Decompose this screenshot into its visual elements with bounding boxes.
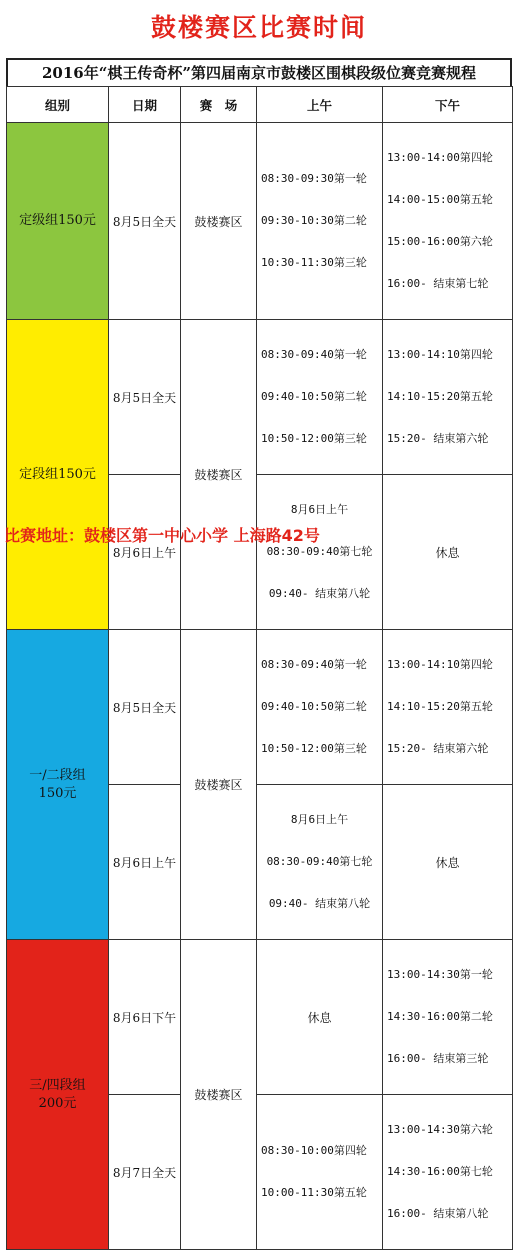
schedule-line: 13:00-14:10第四轮 xyxy=(387,348,493,361)
schedule-line: 08:30-09:30第一轮 xyxy=(261,172,367,185)
date-cell: 8月6日上午 xyxy=(109,475,181,630)
date-cell: 8月5日全天 xyxy=(109,123,181,320)
schedule-line: 16:00- 结束第七轮 xyxy=(387,277,489,290)
header-venue: 赛 场 xyxy=(181,87,257,123)
schedule-line: 08:30-09:40第七轮 xyxy=(266,855,373,868)
header-date: 日期 xyxy=(109,87,181,123)
morning-schedule xyxy=(257,630,383,785)
schedule-line: 14:00-15:00第五轮 xyxy=(387,193,493,206)
table-row xyxy=(7,630,513,785)
schedule-line: 14:10-15:20第五轮 xyxy=(387,700,493,713)
schedule-line: 15:00-16:00第六轮 xyxy=(387,235,493,248)
venue-address: 比赛地址：鼓楼区第一中心小学 上海路42号 xyxy=(4,526,320,545)
morning-schedule xyxy=(257,123,383,320)
group-name-line: 一/二段组 xyxy=(29,767,86,783)
group-fee-line: 200元 xyxy=(38,1095,77,1111)
schedule-line: 10:50-12:00第三轮 xyxy=(261,432,367,445)
afternoon-rest: 休息 xyxy=(383,785,513,940)
schedule-line: 14:30-16:00第七轮 xyxy=(387,1165,493,1178)
schedule-line: 09:40- 结束第八轮 xyxy=(268,587,371,600)
schedule-line: 14:10-15:20第五轮 xyxy=(387,390,493,403)
schedule-line: 13:00-14:00第四轮 xyxy=(387,151,493,164)
schedule-line: 08:30-10:00第四轮 xyxy=(261,1144,367,1157)
header-group: 组别 xyxy=(7,87,109,123)
group-cell-2: 定段组150元 xyxy=(7,320,109,630)
schedule-line: 13:00-14:30第一轮 xyxy=(387,968,493,981)
table-row xyxy=(7,320,513,475)
venue-cell: 鼓楼赛区 xyxy=(181,320,257,630)
schedule-line: 10:30-11:30第三轮 xyxy=(261,256,367,269)
schedule-line: 16:00- 结束第三轮 xyxy=(387,1052,489,1065)
morning-schedule xyxy=(257,1095,383,1250)
afternoon-schedule xyxy=(383,940,513,1095)
header-afternoon: 下午 xyxy=(383,87,513,123)
group-name-line: 三/四段组 xyxy=(29,1077,86,1093)
schedule-line: 08:30-09:40第一轮 xyxy=(261,348,367,361)
schedule-line: 08:30-09:40第一轮 xyxy=(261,658,367,671)
group-cell-3 xyxy=(7,630,109,940)
table-header-row xyxy=(7,87,513,123)
schedule-line: 14:30-16:00第二轮 xyxy=(387,1010,493,1023)
morning-schedule xyxy=(257,320,383,475)
schedule-line: 8月6日上午 xyxy=(290,503,349,516)
date-cell: 8月5日全天 xyxy=(109,320,181,475)
header-morning: 上午 xyxy=(257,87,383,123)
table-subtitle: 2016年“棋王传奇杯”第四届南京市鼓楼区围棋段级位赛竞赛规程 xyxy=(6,58,512,86)
schedule-line: 09:40-10:50第二轮 xyxy=(261,390,367,403)
morning-schedule xyxy=(257,785,383,940)
schedule-line: 15:20- 结束第六轮 xyxy=(387,742,489,755)
table-row xyxy=(7,123,513,320)
afternoon-schedule xyxy=(383,630,513,785)
schedule-line: 10:50-12:00第三轮 xyxy=(261,742,367,755)
schedule-line: 08:30-09:40第七轮 xyxy=(266,545,373,558)
date-cell: 8月6日上午 xyxy=(109,785,181,940)
morning-rest: 休息 xyxy=(257,940,383,1095)
morning-schedule xyxy=(257,475,383,630)
schedule-line: 15:20- 结束第六轮 xyxy=(387,432,489,445)
schedule-line: 10:00-11:30第五轮 xyxy=(261,1186,367,1199)
afternoon-schedule xyxy=(383,123,513,320)
venue-cell: 鼓楼赛区 xyxy=(181,123,257,320)
schedule-line: 13:00-14:30第六轮 xyxy=(387,1123,493,1136)
table-row xyxy=(7,940,513,1095)
schedule-table xyxy=(6,86,513,1250)
group-cell-1: 定级组150元 xyxy=(7,123,109,320)
schedule-line: 09:40-10:50第二轮 xyxy=(261,700,367,713)
afternoon-schedule xyxy=(383,1095,513,1250)
schedule-line: 16:00- 结束第八轮 xyxy=(387,1207,489,1220)
date-cell: 8月5日全天 xyxy=(109,630,181,785)
venue-cell: 鼓楼赛区 xyxy=(181,940,257,1250)
page-title: 鼓楼赛区比赛时间 xyxy=(150,13,367,42)
date-cell: 8月7日全天 xyxy=(109,1095,181,1250)
venue-cell: 鼓楼赛区 xyxy=(181,630,257,940)
schedule-line: 09:30-10:30第二轮 xyxy=(261,214,367,227)
schedule-line: 13:00-14:10第四轮 xyxy=(387,658,493,671)
schedule-line: 8月6日上午 xyxy=(290,813,349,826)
group-cell-4 xyxy=(7,940,109,1250)
group-fee-line: 150元 xyxy=(38,785,77,801)
schedule-line: 09:40- 结束第八轮 xyxy=(268,897,371,910)
afternoon-schedule xyxy=(383,320,513,475)
afternoon-rest: 休息 xyxy=(383,475,513,630)
date-cell: 8月6日下午 xyxy=(109,940,181,1095)
